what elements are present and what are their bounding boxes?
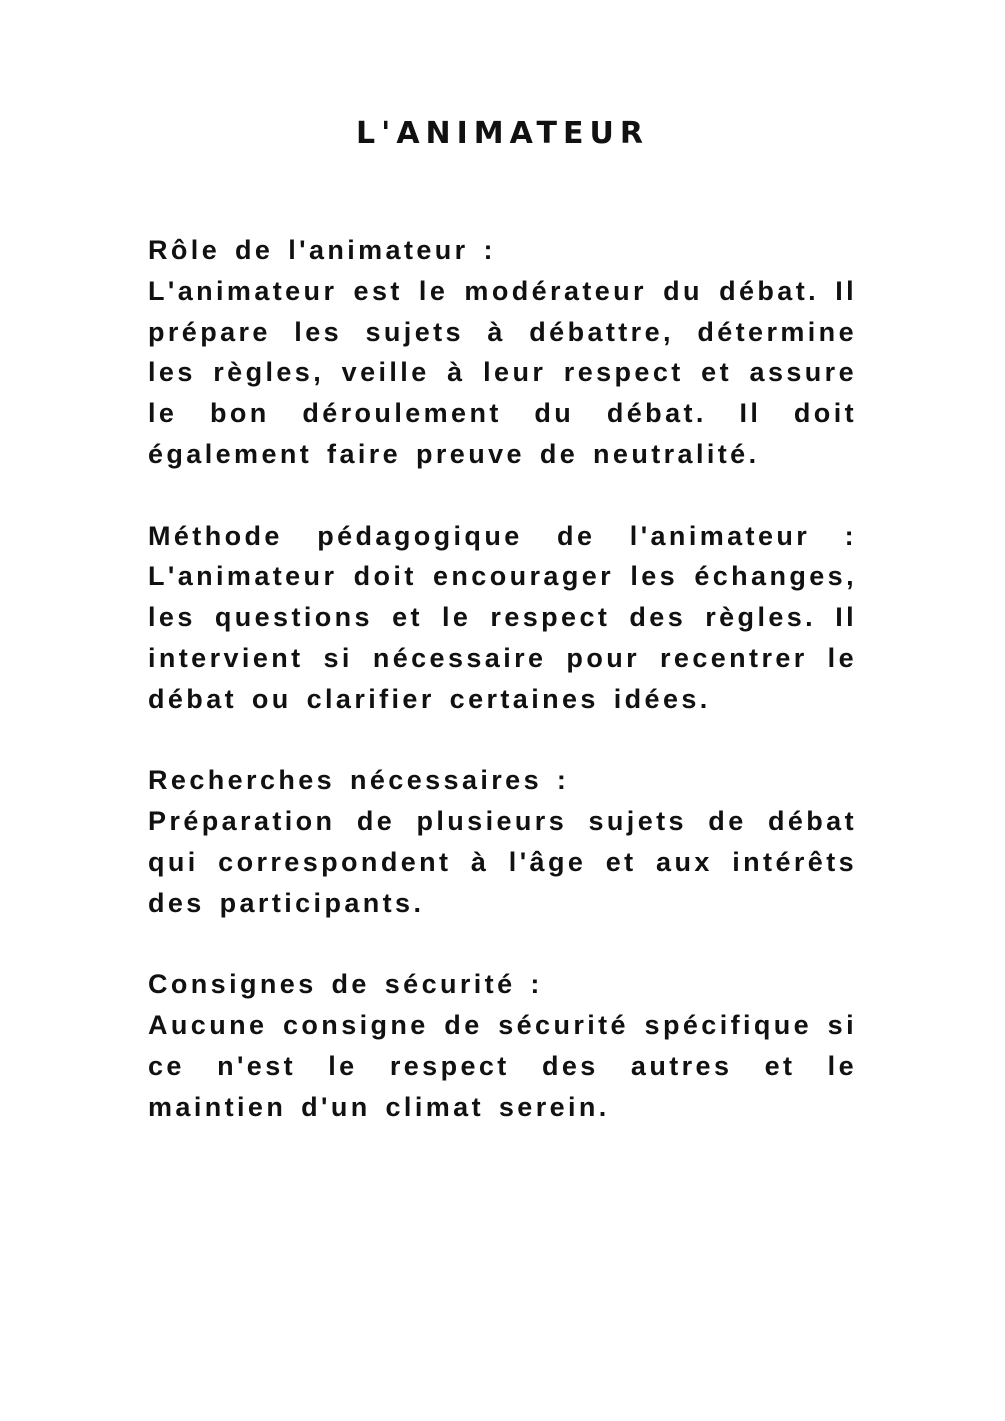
section-body: Préparation de plusieurs sujets de débat qui correspondent à l'âge et aux intérêts des participants. <box>148 806 857 918</box>
document-content <box>148 230 857 1168</box>
page-title: L'ANIMATEUR <box>356 116 649 151</box>
section-role <box>148 230 857 475</box>
section-safety <box>148 964 857 1127</box>
section-heading: Consignes de sécurité : <box>148 969 543 1000</box>
section-body: L'animateur est le modérateur du débat. Il prépare les sujets à débattre, détermine les règles, veille à leur respect et assure le bon déroulement du débat. Il doit également faire preuve de neutralité. <box>148 275 857 469</box>
section-heading: Recherches nécessaires : <box>148 765 570 796</box>
section-method <box>148 516 857 720</box>
section-body: L'animateur doit encourager les échanges, les questions et le respect des règles. Il intervient si nécessaire pour recentrer le débat ou clarifier certaines idées. <box>148 561 857 714</box>
section-heading: Méthode pédagogique de l'animateur : <box>148 520 857 551</box>
section-research <box>148 760 857 923</box>
section-body: Aucune consigne de sécurité spécifique si ce n'est le respect des autres et le maintien d'un climat serein. <box>148 1010 857 1122</box>
section-heading: Rôle de l'animateur : <box>148 235 496 265</box>
